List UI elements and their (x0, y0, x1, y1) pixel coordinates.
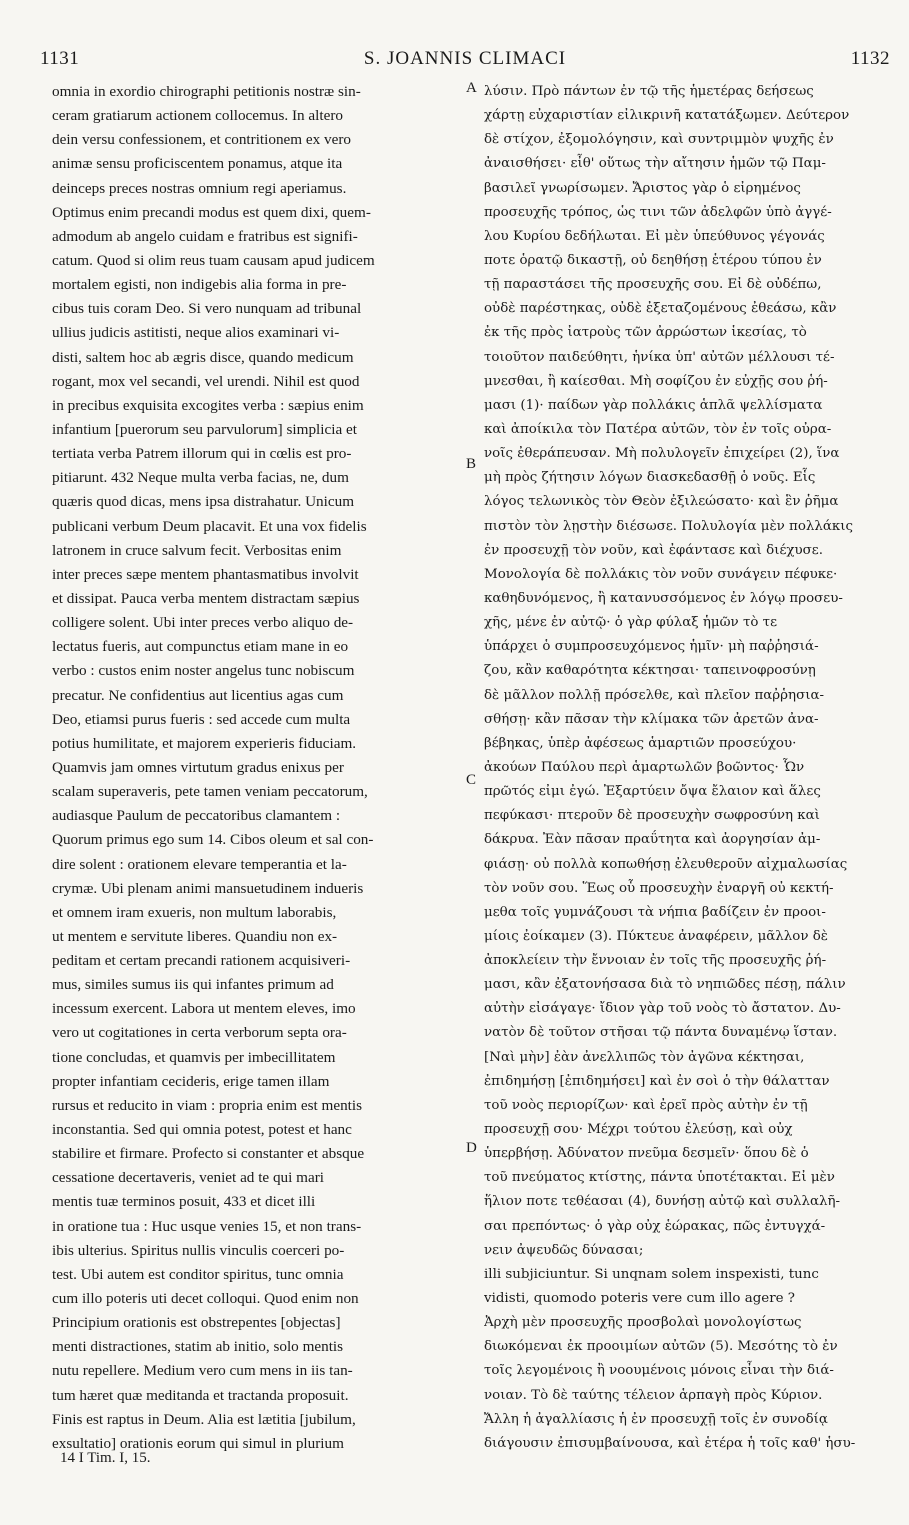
text-line: δὲ μᾶλλον πολλῇ πρόσελθε, καὶ πλεῖον παῤῥησια- (484, 687, 825, 703)
text-line: exsultatio] orationis eorum qui simul in plurium (52, 1434, 344, 1452)
text-line: μνεσθαι, ἢ καίεσθαι. Μὴ σοφίζου ἐν εὐχῇς σου ῥή- (484, 373, 828, 389)
text-line: tum hæret quæ meditanda et tractanda proposuit. (52, 1386, 349, 1404)
text-line: deinceps preces nostras omnium regi aperiamus. (52, 179, 347, 197)
text-line: latronem in cruce salvum fecit. Verbositas enim (52, 541, 342, 559)
text-line: Μονολογία δὲ πολλάκις τὸν νοῦν συνάγειν πέφυκε· (484, 566, 838, 582)
text-line: scalam superaveris, pete tamen veniam peccatorum, (52, 783, 368, 801)
text-line: πιστὸν τὸν λῃστὴν διέσωσε. Πολυλογία μὲν πολλάκις (484, 518, 854, 534)
text-line: pitiarunt. 432 Neque multa verba facias, ne, dum (52, 469, 349, 487)
text-line: χάρτῃ εὐχαριστίαν εἰλικρινῆ κατατάξωμεν. Δεύτερον (484, 108, 850, 124)
text-line: σαι πρεπόντως· ὁ γὰρ οὐχ ἑώρακας, πῶς ἐντυγχά- (484, 1218, 826, 1234)
text-line: vero ut cogitationes in certa verborum septa ora- (52, 1024, 347, 1042)
text-line: μασι (1)· παίδων γὰρ πολλάκις ἁπλᾶ ψελλίσματα (484, 397, 823, 413)
text-line: peditam et certam precandi rationem acquisiveri- (52, 952, 351, 970)
text-line: χῆς, μένε ἐν αὐτῷ· ὁ γὰρ φύλαξ ἡμῶν τὸ τε (484, 615, 778, 631)
text-line: lectatus fueris, aut compunctus etiam mane in eo (52, 638, 349, 656)
text-line: λύσιν. Πρὸ πάντων ἐν τῷ τῆς ἡμετέρας δεήσεως (484, 84, 814, 99)
text-line: colligere solent. Ubi inter preces verbo aliquo de- (52, 614, 354, 632)
text-line: τοιοῦτον παιδεύθητι, ἡνίκα ὑπ' αὐτῶν μέλλουσι τέ- (484, 349, 835, 365)
text-line: crymæ. Ubi plenam animi mansuetudinem indueris (52, 879, 364, 897)
section-marker-a: A (466, 80, 477, 96)
text-line: inter preces sæpe mentem phantasmatibus involvit (52, 565, 359, 583)
text-line: rursus et reducito in viam : propria enim est mentis (52, 1096, 363, 1114)
text-line: τοῖς λεγομένοις ἢ νοουμένοις μόνοις εἶναι τὴν διά- (484, 1363, 834, 1379)
text-line: προσευχῇ σου· Μέχρι τούτου ἐλεύσῃ, καὶ οὐχ (484, 1122, 793, 1138)
greek-column (484, 80, 890, 1456)
text-line: μὴ πρὸς ζήτησιν λόγων διασκεδασθῇ ὁ νοῦς. Εἷς (484, 470, 816, 486)
text-line: cessatione decertaveris, veniet ad te qui mari (52, 1169, 324, 1187)
text-line: νατὸν δὲ τοῦτον στῆσαι τῷ πάντα δυναμένῳ ἵσταν. (484, 1025, 838, 1041)
text-line: vidisti, quomodo poteris vere cum illo agere ? (484, 1291, 795, 1307)
text-line: τὸν νοῦν σου. Ἕως οὗ προσευχὴν ἐναργῆ οὐ κεκτή- (484, 880, 834, 896)
text-line: φιάσῃ· οὐ πολλὰ κοπωθήσῃ ἐλευθεροῦν αἰχμαλωσίας (484, 856, 848, 872)
text-line: mortalem egisti, non indigebis alia forma in pre- (52, 276, 347, 294)
text-line: Quorum primus ego sum 14. Cibos oleum et sal con- (52, 831, 374, 849)
text-line: cibus tuis coram Deo. Si vero nunquam ad tribunal (52, 300, 362, 318)
text-line: ibis ulterius. Spiritus nullis vinculis coerceri po- (52, 1241, 345, 1259)
running-header (40, 48, 890, 78)
right-page-number: 1132 (850, 48, 890, 69)
text-line: καὶ ἀποίκιλα τὸν Πατέρα αὐτῶν, τὸν ἐν τοῖς οὐρα- (484, 421, 832, 437)
text-line: omnia in exordio chirographi petitionis nostræ sin- (52, 83, 361, 100)
text-line: precatur. Ne confidentius aut licentius agas cum (52, 686, 344, 704)
text-line: ὑπερβήσῃ. Ἀδύνατον πνεῦμα δεσμεῖν· ὅπου δὲ ὁ (484, 1146, 809, 1162)
text-line: et omnem iram exueris, non multum laborabis, (52, 903, 337, 921)
text-line: καθηδυνόμενος, ἢ κατανυσσόμενος ἐν λόγῳ προσευ- (484, 590, 843, 606)
text-line: τοῦ νοὸς περιορίζων· καὶ ἐρεῖ πρὸς αὐτὴν ἐν τῇ (484, 1097, 808, 1113)
text-line: cum illo poteris uti decet colloqui. Quod enim non (52, 1290, 359, 1308)
text-line: in precibus exquisita excogites verba : sæpius enim (52, 396, 364, 414)
text-line: αὐτὴν εἰσάγαγε· ἴδιον γὰρ τοῦ νοὸς τὸ ἄστατον. Δυ- (484, 1001, 841, 1017)
text-line: mus, similes sumus iis qui infantes primum ad (52, 976, 334, 994)
text-line: animæ sensu proficiscentem ponamus, atque ita (52, 155, 343, 173)
text-line: propter infantiam cecideris, erige tamen illam (52, 1072, 330, 1090)
text-line: quæris quod dicas, mens ipsa distrahatur. Unicum (52, 493, 355, 511)
text-line: ἀναισθήσει· εἶθ' οὕτως τὴν αἴτησιν ἡμῶν τῷ Παμ- (484, 156, 826, 172)
text-line: διάγουσιν ἐπισυμβαίνουσα, καὶ ἑτέρα ἡ τοῖς καθ' ἡσυ- (484, 1435, 856, 1451)
text-line: ἐν προσευχῇ τὸν νοῦν, καὶ ἐφάντασε καὶ διέχυσε. (484, 542, 823, 558)
text-line: mentis tuæ terminos posuit, 433 et dicet illi (52, 1193, 316, 1211)
section-marker-d: D (466, 1140, 477, 1156)
text-line: δάκρυα. Ἐὰν πᾶσαν πραΰτητα καὶ ἀοργησίαν ἀμ- (484, 832, 821, 848)
text-line: νοῖς ἐθεράπευσαν. Μὴ πολυλογεῖν ἐπιχείρει (2), ἵνα (484, 446, 840, 462)
left-page-number: 1131 (40, 48, 80, 69)
text-line: βασιλεῖ γνωρίσωμεν. Ἄριστος γὰρ ὁ εἰρημένος (484, 180, 801, 196)
text-line: potius humilitate, et majorem experieris fiduciam. (52, 734, 357, 752)
text-line: μασι, κἂν ἐξατονήσασα διὰ τὸ νηπιῶδες πέσῃ, πάλιν (484, 977, 846, 993)
text-line: διωκόμεναι ἐκ προοιμίων αὐτῶν (5). Μεσότης τὸ ἐν (484, 1339, 838, 1355)
text-line: tione concludas, et quamvis per imbecillitatem (52, 1048, 336, 1066)
text-line: et dissipat. Pauca verba mentem distractam sæpius (52, 589, 360, 607)
text-line: Ἀρχὴ μὲν προσευχῆς προσβολαὶ μονολογίστως (484, 1315, 802, 1331)
text-line: ἐκ τῆς πρὸς ἰατροὺς τῶν ἀρρώστων ἱκεσίας, τὸ (484, 325, 807, 341)
text-line: πεφύκασι· πτεροῦν δὲ προσευχὴν σωφροσύνη καὶ (484, 808, 820, 824)
text-line: προσευχῆς τρόπος, ὡς τινι τῶν ἀδελφῶν ὑπὸ ἀγγέ- (484, 204, 832, 220)
text-line: dein versu confessionem, et contritionem ex vero (52, 131, 352, 149)
text-line: admodum ab angelo cuidam e fratribus est signifi- (52, 227, 358, 245)
text-line: ἀκούων Παύλου περὶ ἁμαρτωλῶν βοῶντος· Ὧν (484, 759, 805, 775)
text-line: verbo : custos enim noster angelus tunc nobiscum (52, 662, 355, 680)
text-line: Ἄλλη ἡ ἀγαλλίασις ἡ ἐν προσευχῇ τοῖς ἐν συνοδίᾳ (484, 1411, 828, 1427)
text-line: δὲ στίχον, ἐξομολόγησιν, καὶ συντριμμὸν ψυχῆς ἐν (484, 132, 834, 148)
text-line: disti, saltem hoc ab ægris disce, quando medicum (52, 348, 354, 366)
text-line: μίοις ἐοίκαμεν (3). Πύκτευε ἀναφέρειν, μᾶλλον δὲ (484, 928, 828, 944)
text-line: rogant, mox vel secandi, vel urendi. Nihil est quod (52, 372, 360, 390)
text-line: ut mentem e servitute liberes. Quandiu non ex- (52, 927, 338, 945)
text-line: πρῶτός εἰμι ἐγώ. Ἐξαρτύειν ὄψα ἔλαιον καὶ ἅλες (484, 784, 821, 800)
text-line: ἥλιον ποτε τεθέασαι (4), δυνήσῃ αὐτῷ καὶ συλλαλῆ- (484, 1194, 841, 1210)
text-line: ζου, κἂν καθαρότητα κέκτησαι· ταπεινοφροσύνῃ (484, 663, 816, 679)
text-line: ὑπάρχει ὁ συμπροσευχόμενος ἡμῖν· μὴ παῤῥησιά- (484, 639, 819, 655)
text-line: publicani verbum Deum placavit. Et una vox fidelis (52, 517, 367, 535)
section-marker-c: C (466, 772, 477, 788)
text-line: Quamvis jam omnes virtutum gradus enixus per (52, 758, 344, 776)
footnote: 14 I Tim. I, 15. (60, 1450, 151, 1466)
text-line: inconstantia. Sed qui omnia potest, potest et hanc (52, 1121, 352, 1139)
latin-column (52, 80, 460, 1456)
text-line: ἐπιδημήσῃ [ἐπιδημήσει] καὶ ἐν σοὶ ὁ τὴν θάλατταν (484, 1073, 830, 1089)
running-title: S. JOANNIS CLIMACI (363, 48, 567, 69)
text-line: οὐδὲ παρέστηκας, οὐδὲ ἐξεταζομένους ἐθεάσω, κἂν (484, 301, 837, 317)
text-line: ποτε ὁρατῷ δικαστῇ, οὐ δεηθήσῃ ἑτέρου τύπου ἐν (484, 252, 822, 268)
text-line: νειν ἀψευδῶς δύνασαι; (484, 1242, 644, 1258)
text-line: βέβηκας, ὑπὲρ ἀφέσεως ἁμαρτιῶν προσεύχου· (484, 735, 797, 751)
text-line: ceram gratiarum actionem collocemus. In altero (52, 107, 343, 125)
text-line: νοιαν. Τὸ δὲ ταύτης τέλειον ἁρπαγὴ πρὸς Κύριον. (484, 1387, 823, 1403)
text-line: λόγος τελωνικὸς τὸν Θεὸν ἐξιλεώσατο· καὶ ἓν ῥῆμα (484, 494, 839, 510)
text-line: nutu repellere. Medium vero cum mens in iis tan- (52, 1362, 353, 1380)
text-line: stabilire et firmare. Profecto si constanter et absque (52, 1145, 365, 1163)
text-line: Finis est raptus in Deum. Alia est lætitia [jubilum, (52, 1410, 356, 1428)
text-line: test. Ubi autem est conditor spiritus, tunc omnia (52, 1265, 344, 1283)
text-line: λου Κυρίου δεδήλωται. Εἰ μὲν ὑπεύθυνος γέγονάς (484, 228, 825, 244)
text-line: Principium orationis est obstrepentes [objectas] (52, 1314, 341, 1332)
text-line: catum. Quod si olim reus tuam causam apud judicem (52, 251, 375, 269)
text-line: Deo, etiamsi purus fueris : sed accede cum multa (52, 710, 351, 728)
text-line: σθήσῃ· κἂν πᾶσαν τὴν κλίμακα τῶν ἀρετῶν ἀνα- (484, 711, 819, 727)
text-line: μεθα τοῖς γυμνάζουσι τὰ νήπια βαδίζειν ἐν προοι- (484, 904, 826, 920)
section-marker-b: B (466, 456, 477, 472)
text-line: in oratione tua : Huc usque venies 15, et non trans- (52, 1217, 362, 1235)
text-line: dire solent : orationem elevare temperantia et la- (52, 855, 347, 873)
text-line: [Ναὶ μὴν] ἐὰν ἀνελλιπῶς τὸν ἀγῶνα κέκτησαι, (484, 1049, 805, 1065)
text-line: audiasque Paulum de peccatoribus clamantem : (52, 807, 341, 825)
text-line: illi subjiciuntur. Si unqnam solem inspexisti, tunc (484, 1266, 819, 1282)
text-line: infantium [puerorum seu parvulorum] simplicia et (52, 420, 357, 438)
text-line: τοῦ πνεύματος κτίστης, πάντα ὑποτέτακται. Εἰ μὲν (484, 1170, 835, 1186)
text-line: τῇ παραστάσει τῆς προσευχῆς σου. Εἰ δὲ οὐδέπω, (484, 277, 822, 293)
text-line: incessum exercent. Labora ut mentem eleves, imo (52, 1000, 356, 1018)
text-line: ullius judicis astitisti, neque alios examinari vi- (52, 324, 340, 342)
text-line: Optimus enim precandi modus est quem dixi, quem- (52, 203, 371, 221)
text-line: ἀποκλείειν τὴν ἔννοιαν ἐν τοῖς τῆς προσευχῆς ῥή- (484, 953, 827, 969)
text-line: menti distractiones, statim ab initio, solo mentis (52, 1338, 344, 1356)
text-line: tertiata verba Patrem illorum qui in cœlis est pro- (52, 445, 352, 463)
